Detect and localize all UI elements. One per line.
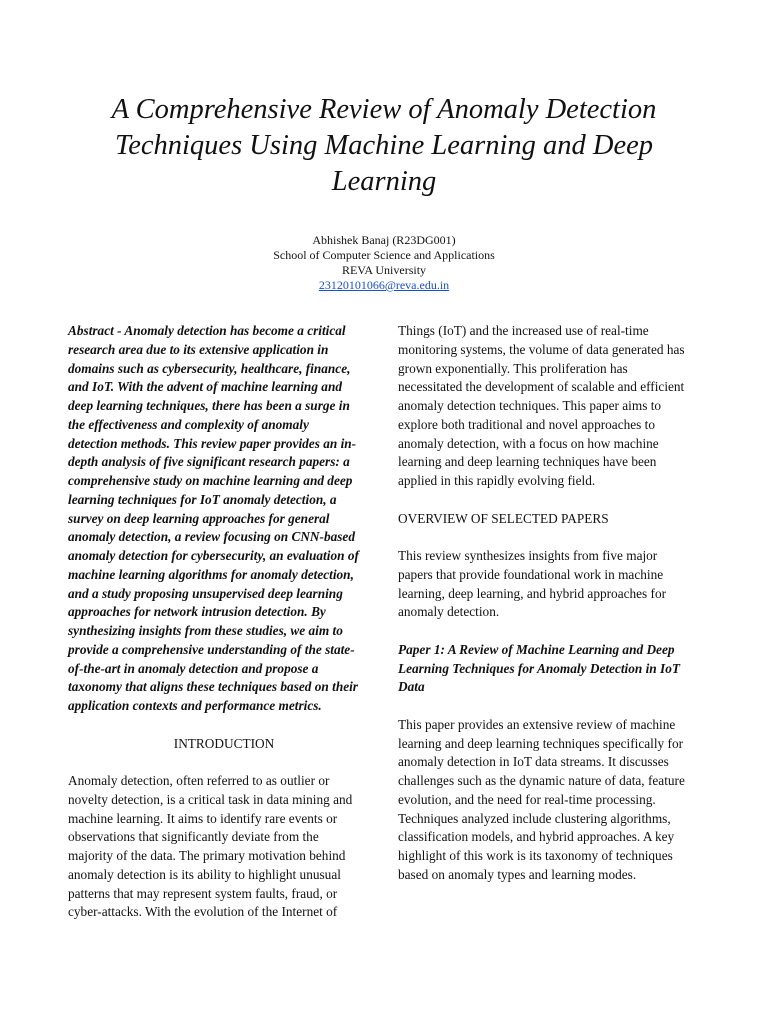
- title-line: A Comprehensive Review of Anomaly Detection: [111, 94, 657, 125]
- intro-line: monitoring systems, the volume of data generated has: [398, 341, 685, 357]
- overview-heading: OVERVIEW OF SELECTED PAPERS: [398, 510, 609, 526]
- overview-paragraph: [398, 547, 708, 622]
- paper-title: [60, 92, 708, 200]
- abstract-line: the effectiveness and complexity of anomaly: [68, 416, 309, 432]
- intro-line: patterns that may represent system faults, fraud, or: [68, 885, 338, 901]
- abstract-line: anomaly detection for cybersecurity, an evaluation of: [68, 548, 359, 563]
- abstract-line: comprehensive study on machine learning and deep: [68, 473, 353, 488]
- intro-line: anomaly detection is its ability to highlight unusual: [68, 866, 341, 882]
- paper1-line: classification models, and hybrid approaches. A key: [398, 829, 675, 845]
- right-column: [398, 322, 708, 885]
- introduction-heading: INTRODUCTION: [173, 735, 275, 751]
- paper1-line: challenges such as the dynamic nature of data, feature: [398, 773, 685, 788]
- overview-line: anomaly detection.: [398, 604, 500, 620]
- abstract-line: of-the-art in anomaly detection and propose a: [68, 660, 319, 676]
- paper1-line: evolution, and the need for real-time processing.: [398, 791, 656, 807]
- intro-line: Anomaly detection, often referred to as outlier or: [68, 773, 330, 788]
- overview-line: This review synthesizes insights from five major: [398, 548, 658, 563]
- intro-line: Things (IoT) and the increased use of real-time: [398, 323, 649, 338]
- abstract-line: research area due to its extensive application in: [68, 341, 329, 357]
- abstract-line: machine learning algorithms for anomaly detection,: [68, 566, 354, 582]
- paper1-line: Techniques analyzed include clustering algorithms,: [398, 810, 671, 826]
- abstract-line: learning techniques for IoT anomaly detection, a: [68, 491, 337, 507]
- abstract-line: and IoT. With the advent of machine learning and: [68, 379, 342, 395]
- author-name: Abhishek Banaj (R23DG001): [312, 233, 456, 247]
- paper1-line: learning and deep learning techniques specifically for: [398, 735, 684, 751]
- introduction-paragraph: [68, 772, 380, 922]
- intro-line: explore both traditional and novel approaches to: [398, 416, 655, 432]
- intro-line: novelty detection, is a critical task in data mining and: [68, 791, 353, 807]
- abstract-line: domains such as cybersecurity, healthcare, finance,: [68, 360, 351, 376]
- abstract-line: taxonomy that aligns these techniques based on their: [68, 679, 358, 695]
- overview-line: learning, deep learning, and hybrid approaches for: [398, 585, 667, 601]
- intro-line: grown exponentially. This proliferation has: [398, 360, 628, 376]
- title-line: Techniques Using Machine Learning and Deep: [114, 130, 653, 161]
- author-block: [184, 233, 584, 293]
- author-school: School of Computer Science and Applications: [273, 248, 495, 262]
- title-line: Learning: [331, 166, 437, 197]
- intro-line: observations that significantly deviate from the: [68, 829, 319, 845]
- intro-line: cyber-attacks. With the evolution of the Internet of: [68, 904, 338, 920]
- abstract-paragraph: [68, 322, 380, 716]
- paper1-heading-line: Paper 1: A Review of Machine Learning and Deep: [398, 641, 675, 657]
- intro-line: machine learning. It aims to identify rare events or: [68, 810, 338, 826]
- author-university: REVA University: [341, 263, 427, 277]
- intro-line: anomaly detection, with a focus on how machine: [398, 435, 659, 451]
- paper1-line: This paper provides an extensive review of machine: [398, 716, 676, 732]
- abstract-line: survey on deep learning approaches for general: [68, 510, 330, 526]
- paper1-line: highlight of this work is its taxonomy of techniques: [398, 848, 673, 863]
- abstract-line: depth analysis of five significant research papers: a: [68, 454, 350, 470]
- abstract-line: provide a comprehensive understanding of the state-: [68, 641, 355, 657]
- intro-line: applied in this rapidly evolving field.: [398, 473, 596, 488]
- abstract-line: deep learning techniques, there has been a surge in: [68, 398, 350, 413]
- abstract-line: Abstract - Anomaly detection has become a critical: [68, 323, 346, 338]
- intro-line: learning and deep learning techniques have been: [398, 454, 657, 470]
- introduction-continued: [398, 322, 708, 491]
- paper1-line: anomaly detection in IoT data streams. It discusses: [398, 754, 669, 770]
- abstract-line: synthesizing insights from these studies, we aim to: [68, 623, 343, 638]
- author-email-link[interactable]: 23120101066@reva.edu.in: [318, 278, 450, 292]
- paper1-heading-line: Learning Techniques for Anomaly Detection in IoT: [398, 660, 680, 676]
- intro-line: majority of the data. The primary motivation behind: [68, 848, 346, 863]
- left-column: [68, 322, 380, 922]
- intro-line: necessitated the development of scalable and efficient: [398, 379, 685, 395]
- abstract-line: approaches for network intrusion detection. By: [68, 604, 326, 620]
- abstract-line: anomaly detection, a review focusing on CNN-based: [68, 529, 355, 545]
- paper1-heading: [398, 641, 708, 697]
- paper1-paragraph: [398, 716, 708, 885]
- abstract-line: detection methods. This review paper provides an in-: [68, 435, 357, 451]
- paper1-heading-line: Data: [398, 679, 425, 695]
- intro-line: anomaly detection techniques. This paper aims to: [398, 398, 662, 413]
- overview-line: papers that provide foundational work in machine: [398, 566, 664, 582]
- abstract-line: and a study proposing unsupervised deep learning: [68, 585, 343, 601]
- abstract-line: application contexts and performance metrics.: [68, 698, 322, 713]
- paper1-line: based on anomaly types and learning modes.: [398, 866, 637, 882]
